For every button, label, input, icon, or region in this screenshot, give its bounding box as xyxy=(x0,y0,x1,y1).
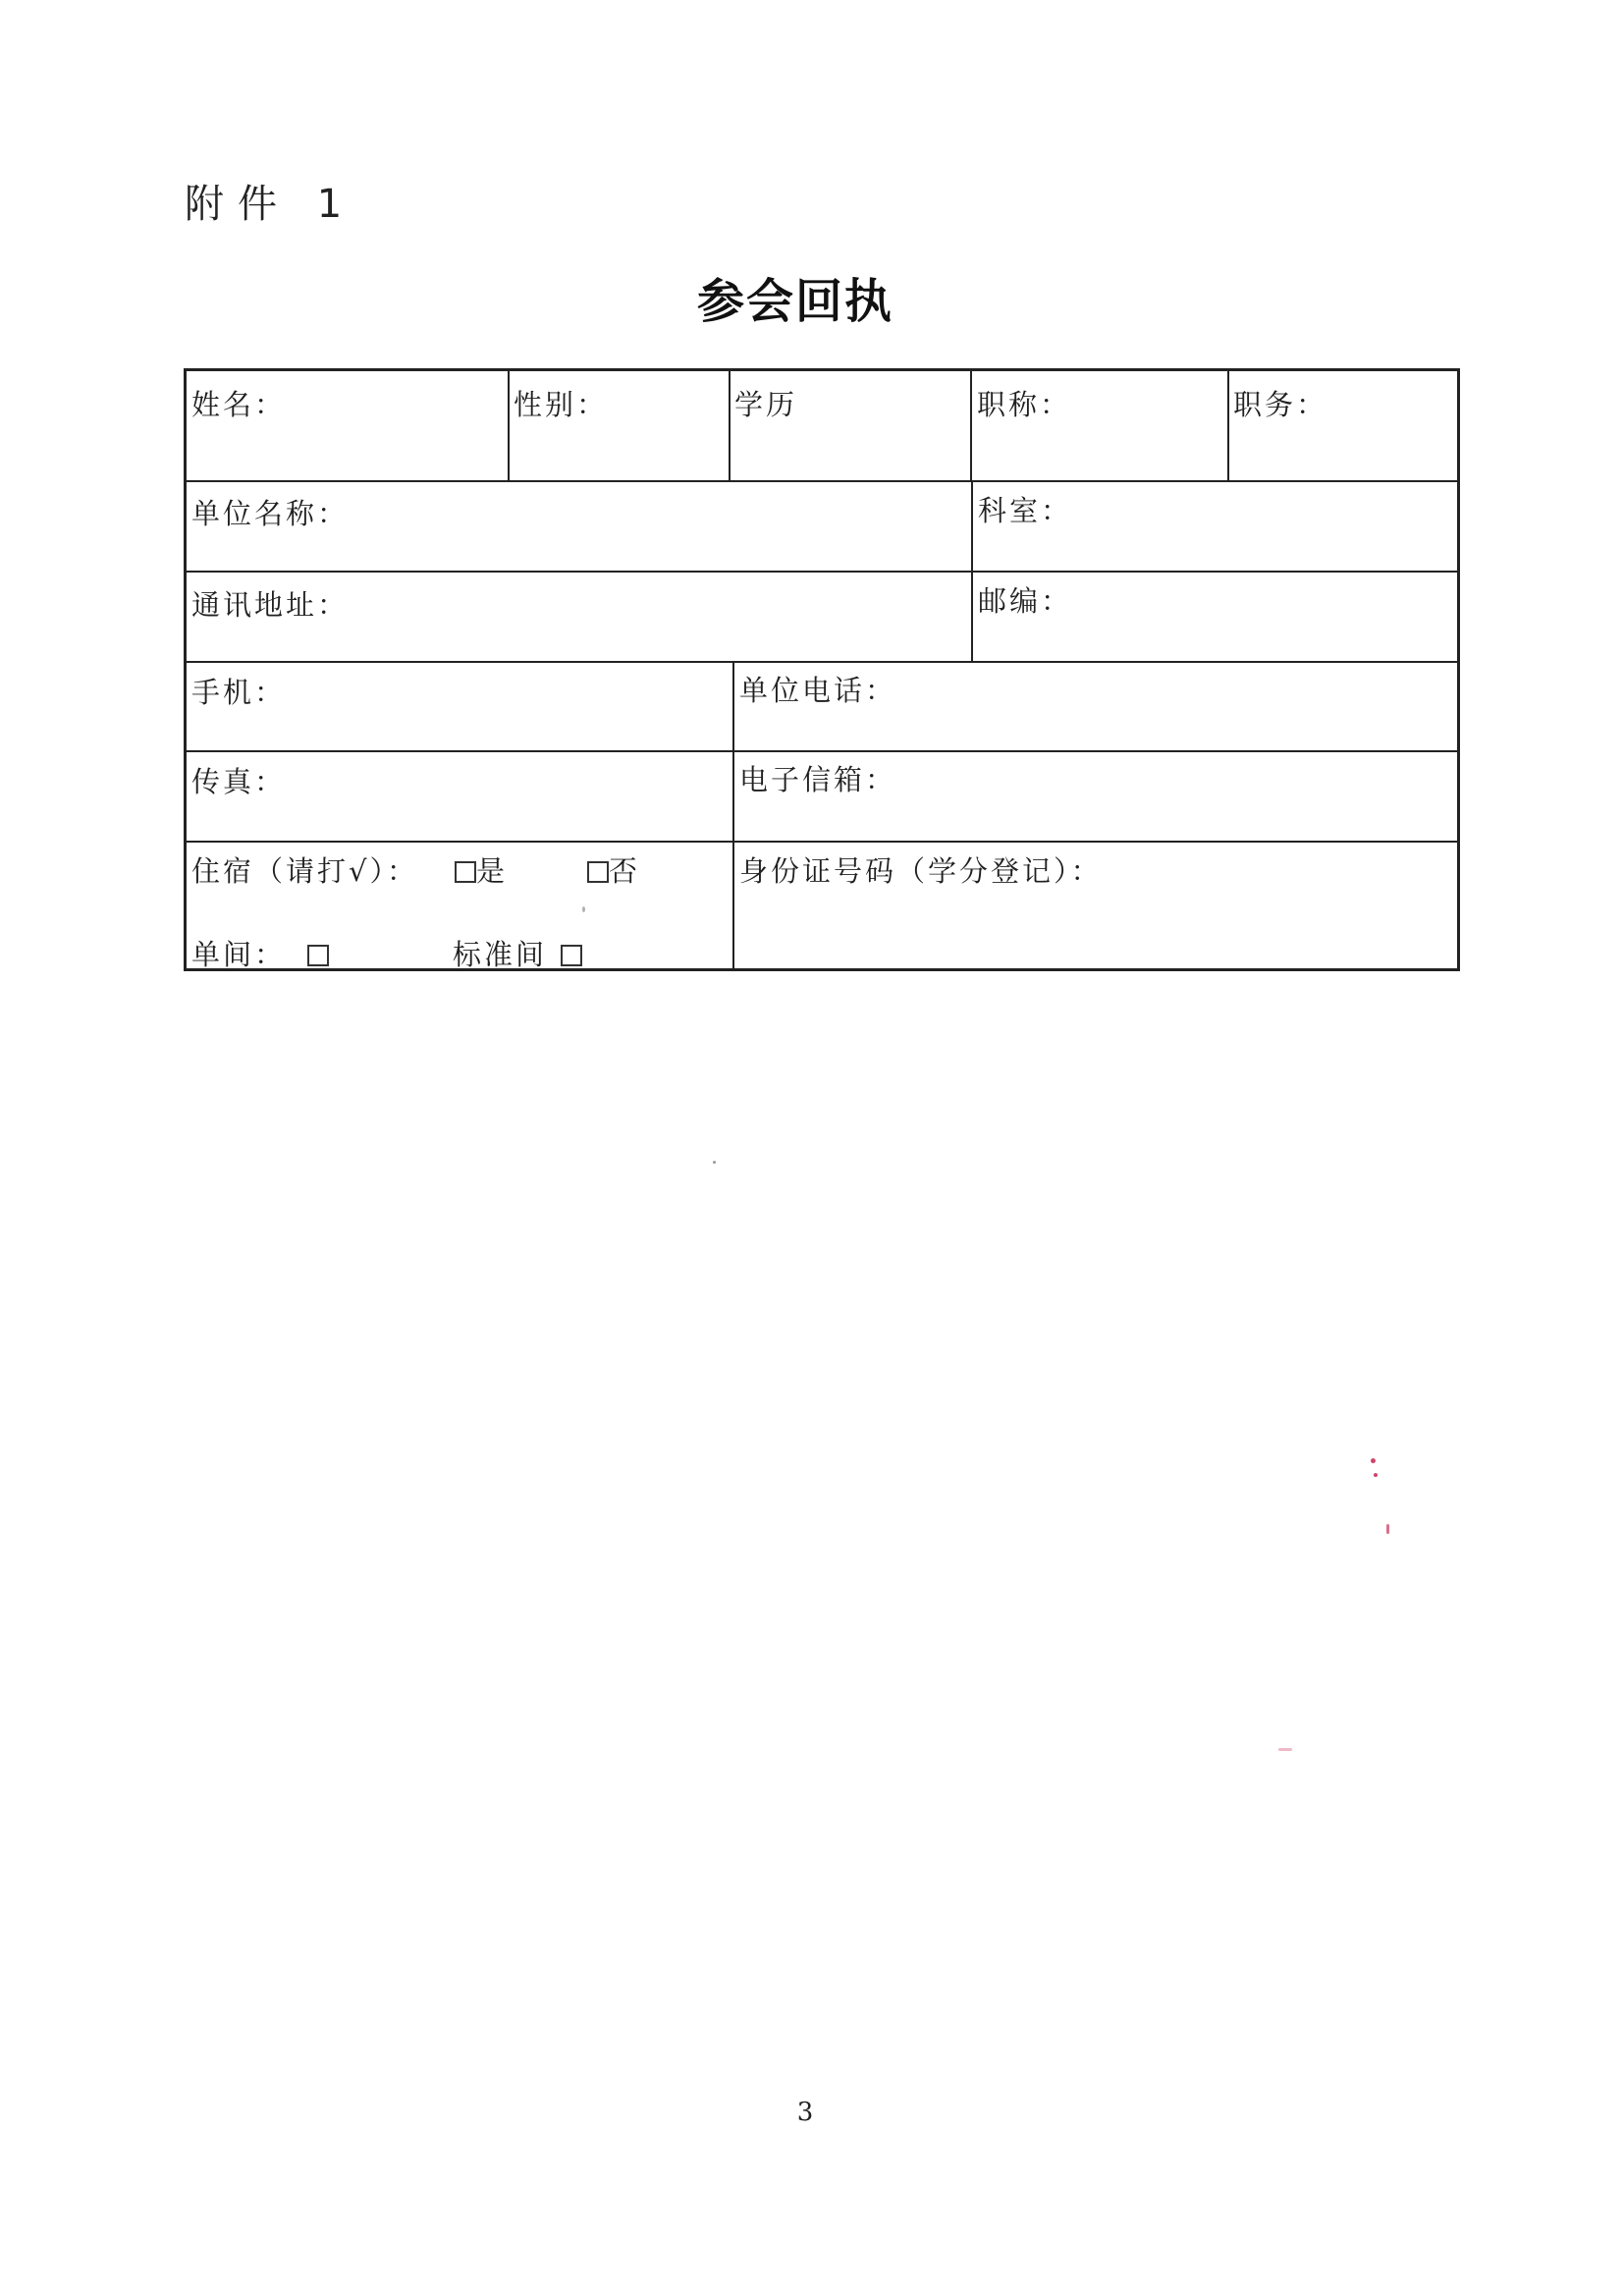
column-divider xyxy=(1227,371,1229,482)
accommodation-yes-option[interactable] xyxy=(455,849,508,890)
document-title: 参会回执 xyxy=(696,274,893,329)
scan-speck xyxy=(1371,1458,1376,1463)
standard-room-text: 标准间 xyxy=(453,938,548,971)
scan-speck xyxy=(1278,1748,1292,1751)
scan-speck xyxy=(1374,1473,1378,1477)
office-phone-label: 单位电话： xyxy=(739,674,897,707)
fax-label: 传真： xyxy=(191,765,287,798)
education-label: 学历 xyxy=(734,388,798,421)
gender-label: 性别： xyxy=(514,388,609,421)
position-label: 职务： xyxy=(1233,388,1328,421)
single-room-option[interactable] xyxy=(191,933,329,973)
column-divider xyxy=(971,480,973,663)
registration-form-table xyxy=(184,368,1460,971)
mobile-label: 手机： xyxy=(191,676,287,709)
row-divider xyxy=(187,571,1457,573)
attachment-label: 附件 1 xyxy=(185,182,356,227)
row-divider xyxy=(187,841,1457,843)
single-room-text: 单间： xyxy=(191,938,287,971)
column-divider xyxy=(732,661,734,971)
address-label: 通讯地址： xyxy=(191,588,350,622)
email-label: 电子信箱： xyxy=(739,763,897,796)
column-divider xyxy=(729,371,731,482)
page-number: 3 xyxy=(796,2098,814,2127)
no-option-text: 否 xyxy=(609,854,641,888)
checkbox-icon[interactable] xyxy=(587,861,609,883)
row-divider xyxy=(187,750,1457,752)
scan-speck xyxy=(713,1161,716,1164)
standard-room-option[interactable] xyxy=(453,933,582,973)
professional-title-label: 职称： xyxy=(977,388,1072,421)
checkbox-icon[interactable] xyxy=(307,945,329,966)
department-label: 科室： xyxy=(978,494,1073,527)
id-number-label: 身份证号码（学分登记）： xyxy=(739,854,1103,888)
scan-speck xyxy=(582,906,585,912)
row-divider xyxy=(187,661,1457,663)
organization-label: 单位名称： xyxy=(191,497,350,530)
accommodation-no-option[interactable] xyxy=(587,849,640,890)
accommodation-label: 住宿（请打√）： xyxy=(191,854,418,888)
scan-speck xyxy=(1386,1524,1389,1534)
column-divider xyxy=(970,371,972,482)
checkbox-icon[interactable] xyxy=(455,861,476,883)
row-divider xyxy=(187,480,1457,482)
postcode-label: 邮编： xyxy=(978,584,1073,618)
column-divider xyxy=(508,371,510,482)
yes-option-text: 是 xyxy=(476,854,509,888)
checkbox-icon[interactable] xyxy=(561,945,582,966)
name-label: 姓名： xyxy=(191,388,287,421)
